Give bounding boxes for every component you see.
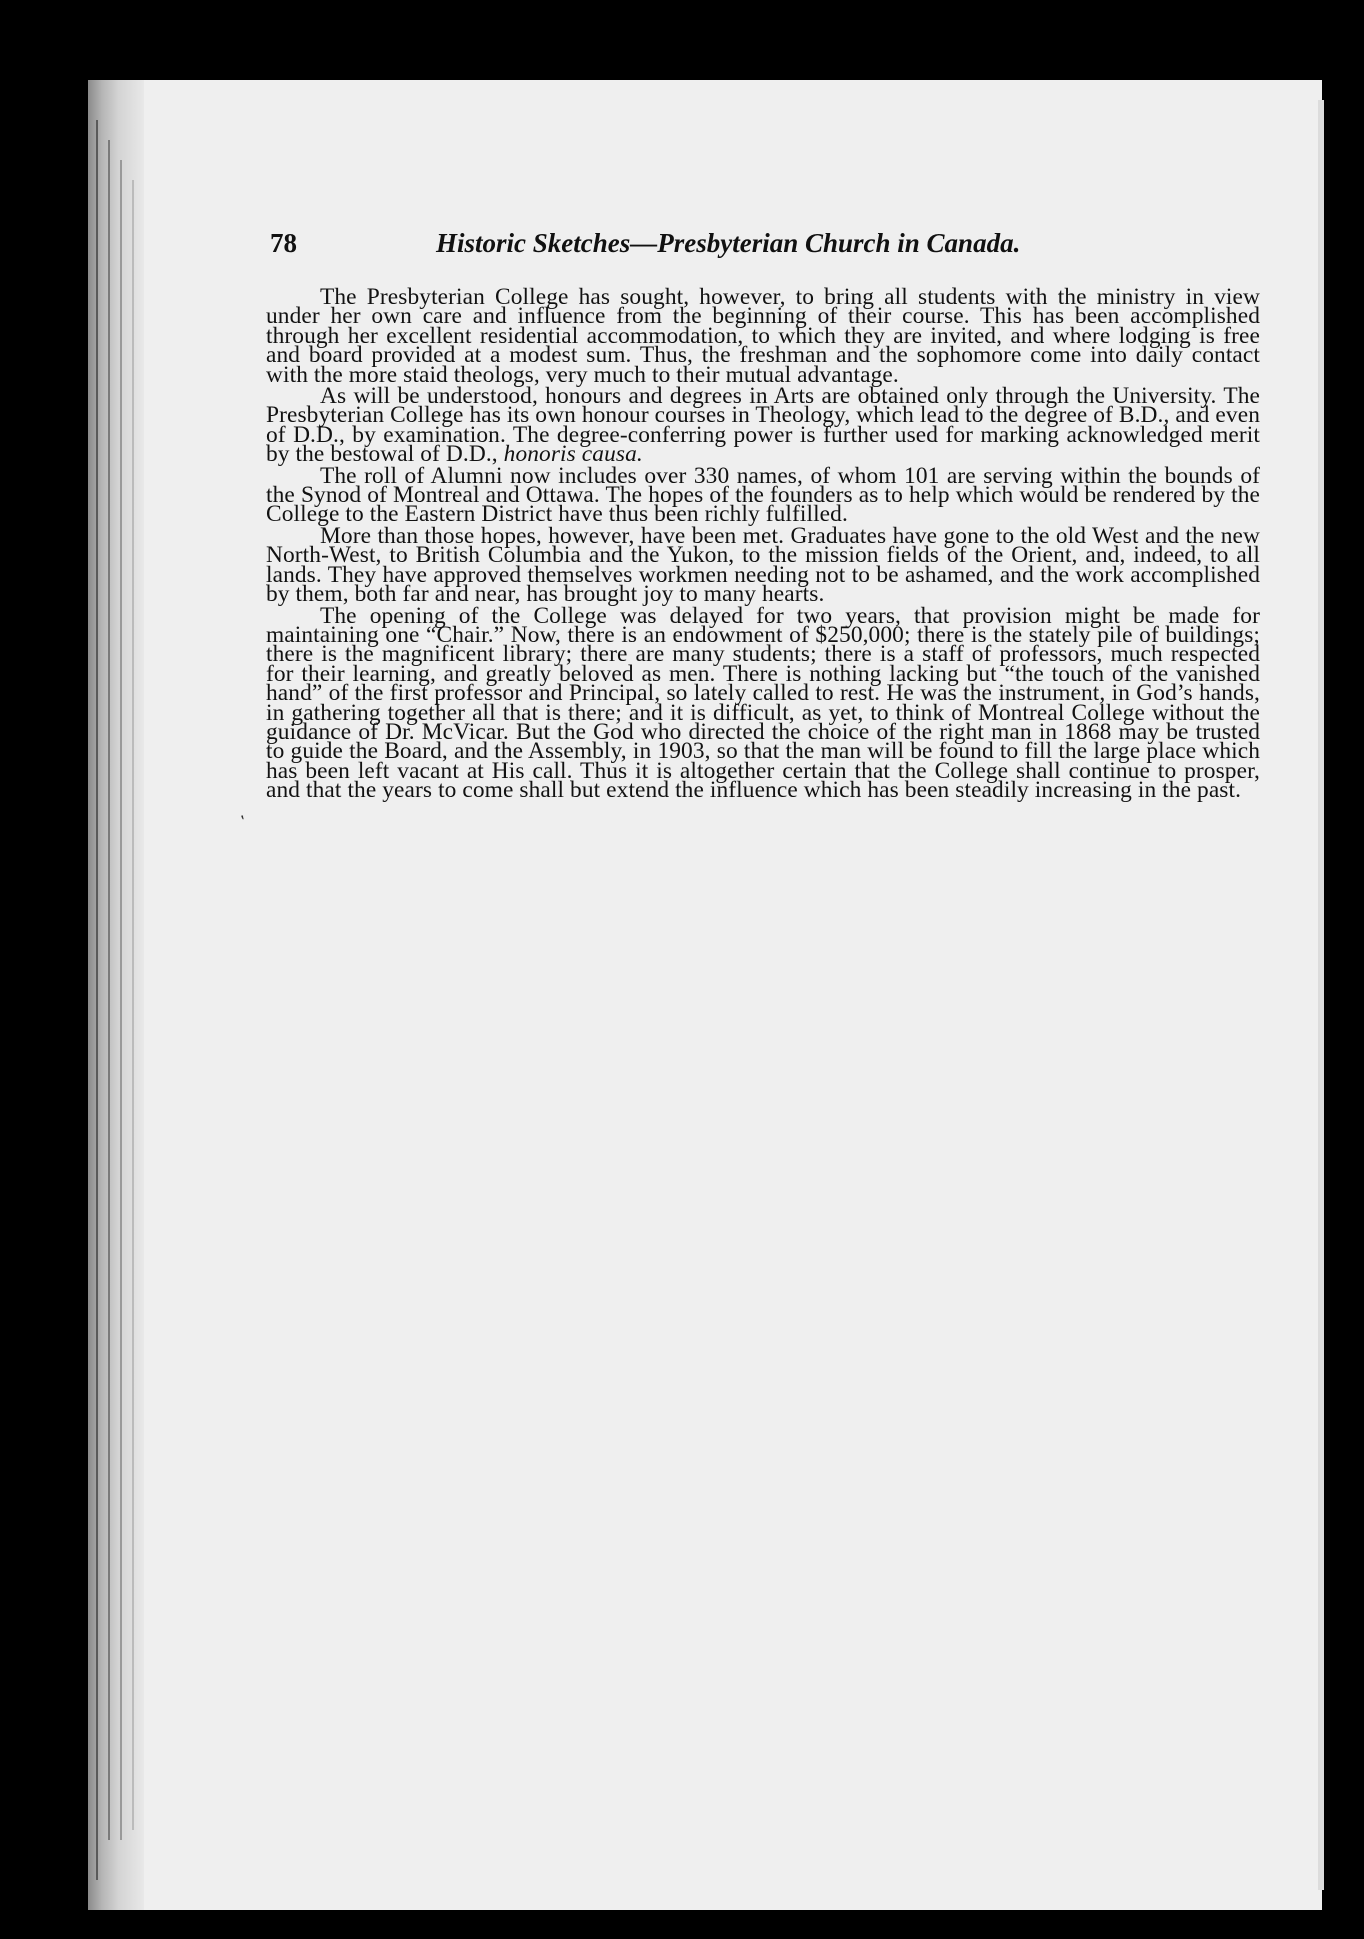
scan-right-border <box>1322 80 1364 1910</box>
running-title: Historic Sketches—Presbyterian Church in Canada. <box>436 228 1021 258</box>
paragraph: The opening of the College was delayed for two years, that provision might be made for maintaining one “Chair.” Now, there is an endowment of $250,000; there is the stately pile of buildings; there is the magnificent library; there are many students; there is a staff of professors, much respected for their learning, and greatly beloved as men. There is nothing lacking but “the touch of the vanished hand” of the first professor and Principal, so lately called to rest. He was the instrument, in God’s hands, in gathering together all that is there; and it is difficult, as yet, to think of Montreal College without the guidance of Dr. McVicar. But the God who directed the choice of the right man in 1868 may be trusted to guide the Board, and the Assembly, in 1903, so that the man will be found to fill the large place which has been left vacant at His call. Thus it is altogether certain that the College shall continue to prosper, and that the years to come shall but extend the influence which has been steadily increasing in the past. <box>266 602 1260 804</box>
paragraph-text: As will be understood, honours and degrees in Arts are obtained only through the University. The Presbyterian College has its own honour courses in Theology, which lead to the degree of B.D., and even of D.D., by examination. The degree-conferring power is further used for marking acknowledged merit by the bestowal of D.D., <box>266 383 1260 468</box>
paragraph: The Presbyterian College has sought, however, to bring all students with the ministry in view under her own care and influence from the beginning of their course. This has been accomplished through her excellent residential accommodation, to which they are invited, and where lodging is free and board provided at a modest sum. Thus, the freshman and the sophomore come into daily contact with the more staid theologs, very much to their mutual advantage. <box>266 284 1260 388</box>
gutter-shadow-line <box>120 160 122 1840</box>
gutter-shadow-line <box>108 140 110 1840</box>
paragraph <box>266 383 1260 468</box>
paragraph: The roll of Alumni now includes over 330 names, of whom 101 are serving within the bounds of the Synod of Montreal and Ottawa. The hopes of the founders as to help which would be rendered by the College to the Eastern District have thus been richly fulfilled. <box>266 462 1260 528</box>
paragraph: More than those hopes, however, have been met. Graduates have gone to the old West and the new North-West, to British Columbia and the Yukon, to the mission fields of the Orient, and, indeed, to all lands. They have approved themselves workmen needing not to be ashamed, and the work accomplished by them, both far and near, has brought joy to many hearts. <box>266 522 1260 608</box>
margin-mark: ‛ <box>240 812 246 831</box>
latin-phrase: honoris causa. <box>503 441 643 468</box>
gutter-shadow-line <box>132 180 134 1830</box>
body-text <box>266 284 1260 804</box>
page-number: 78 <box>270 228 297 258</box>
page-gutter <box>88 80 144 1910</box>
adjacent-page-edge <box>1318 100 1324 1890</box>
gutter-shadow-line <box>96 120 98 1880</box>
page-header <box>270 228 1110 274</box>
